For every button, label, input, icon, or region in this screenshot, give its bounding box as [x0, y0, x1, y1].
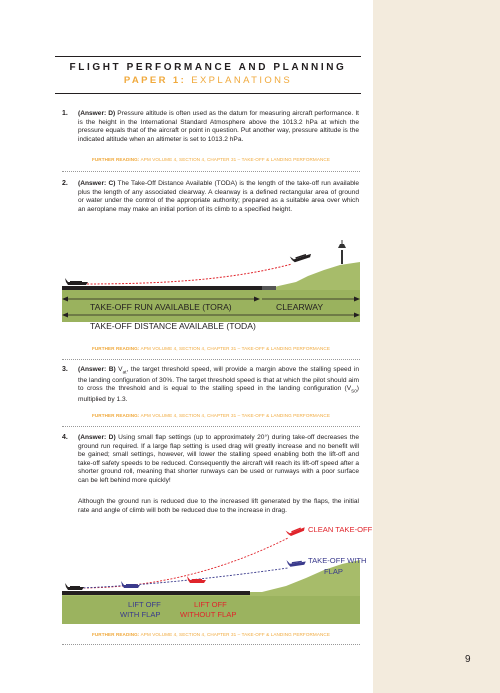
further-reading-4: FURTHER READING: APM VOLUME 4, SECTION 4, CHAPTER 31 – TAKE-OFF & LANDING PERFORMANCE [91, 632, 331, 637]
runway [62, 286, 262, 290]
question-4-text-2: Although the ground run is reduced due to the increased lift generated by the flaps, the initial rate and angle of climb will both be reduced due to the increase in drag. [78, 498, 359, 514]
aircraft-clean-icon [286, 524, 306, 538]
question-4-number: 4. [62, 434, 68, 441]
runway [62, 591, 250, 595]
further-reading-2: FURTHER READING: APM VOLUME 4, SECTION 4, CHAPTER 31 – TAKE-OFF & LANDING PERFORMANCE [91, 346, 331, 351]
page-subtitle: PAPER 1: EXPLANATIONS [123, 75, 293, 86]
clearway-label: CLEARWAY [276, 302, 324, 312]
toda-label: TAKE-OFF DISTANCE AVAILABLE (TODA) [90, 321, 256, 331]
page-header [55, 56, 361, 94]
question-1-number: 1. [62, 110, 68, 117]
takeoff-flap-label-line2: FLAP [324, 567, 343, 576]
flap-takeoff-diagram [62, 520, 373, 628]
clean-takeoff-label: CLEAN TAKE-OFF [308, 525, 373, 534]
question-2-text: (Answer: C) The Take-Off Distance Available (TODA) is the length of the take-off run available plus the length of any associated clearway. A clearway is a defined rectangular area of ground or water under the control of the appropriate authority; prepared as a suitable area over which an aeroplane may make an initial portion of its climb to a specified height. [78, 180, 360, 213]
clean-climb-path [80, 538, 288, 588]
page-title: FLIGHT PERFORMANCE AND PLANNING [69, 62, 347, 73]
divider-2 [62, 359, 360, 360]
flap-climb-path [80, 568, 288, 588]
liftoff-noflap-label-line2: WITHOUT FLAP [180, 610, 237, 619]
toda-diagram [62, 236, 360, 336]
tora-label: TAKE-OFF RUN AVAILABLE (TORA) [90, 302, 232, 312]
aircraft-start-icon [65, 583, 84, 590]
aircraft-icon [65, 278, 88, 285]
divider-1 [62, 171, 360, 172]
page-margin-panel [373, 0, 500, 693]
liftoff-noflap-label-line1: LIFT OFF [194, 600, 227, 609]
question-3-number: 3. [62, 366, 68, 373]
divider-4 [62, 644, 360, 645]
question-3-text: (Answer: B) $V_{at}$, the target threshold speed, will provide a margin above the stalling speed in the landing configuration of 30%. The target threshold speed is that at which the pilot should aim to cross the threshold and is equal to the stalling speed in the landing configuration $(V_{S0})$ multiplied by 1.3. [78, 366, 359, 404]
liftoff-flap-label-line2: WITH FLAP [120, 610, 161, 619]
page-number: 9 [465, 654, 471, 665]
liftoff-flap-label-line1: LIFT OFF [128, 600, 161, 609]
question-4-text: (Answer: D) Using small flap settings (up to approximately 20°) during take-off decreases the ground run required. If a large flap setting is used drag will greatly increase and no benefit will be gained; small settings, however, will lower the stalling speed enabling both the lift-off and take-off safety speeds to be reduced. Consequently the aircraft will reach its lift-off speed after a shorter ground roll, meaning that shorter runways can be used or runways with a poor surface can be left behind more quickly! [78, 434, 359, 484]
question-2-number: 2. [62, 180, 68, 187]
takeoff-flap-label-line1: TAKE-OFF WITH [308, 556, 367, 565]
control-tower-icon [338, 240, 346, 264]
question-1-text: (Answer: D) Pressure altitude is often used as the datum for measuring aircraft performance. It is the height in the International Standard Atmosphere above the 1013.2 hPa at which the pressure equals that of the aircraft or point in question. Put another way, pressure altitude is the indicated altitude when an altimeter is set to 1013.2 hPa. [78, 110, 359, 143]
runway-end [262, 286, 276, 290]
climb-path [80, 264, 292, 284]
further-reading-1: FURTHER READING: APM VOLUME 4, SECTION 4, CHAPTER 31 – TAKE-OFF & LANDING PERFORMANCE [91, 157, 331, 162]
divider-3 [62, 426, 360, 427]
airborne-aircraft-icon [290, 250, 312, 263]
further-reading-3: FURTHER READING: APM VOLUME 4, SECTION 4, CHAPTER 31 – TAKE-OFF & LANDING PERFORMANCE [91, 413, 331, 418]
aircraft-flap-icon [286, 558, 306, 568]
